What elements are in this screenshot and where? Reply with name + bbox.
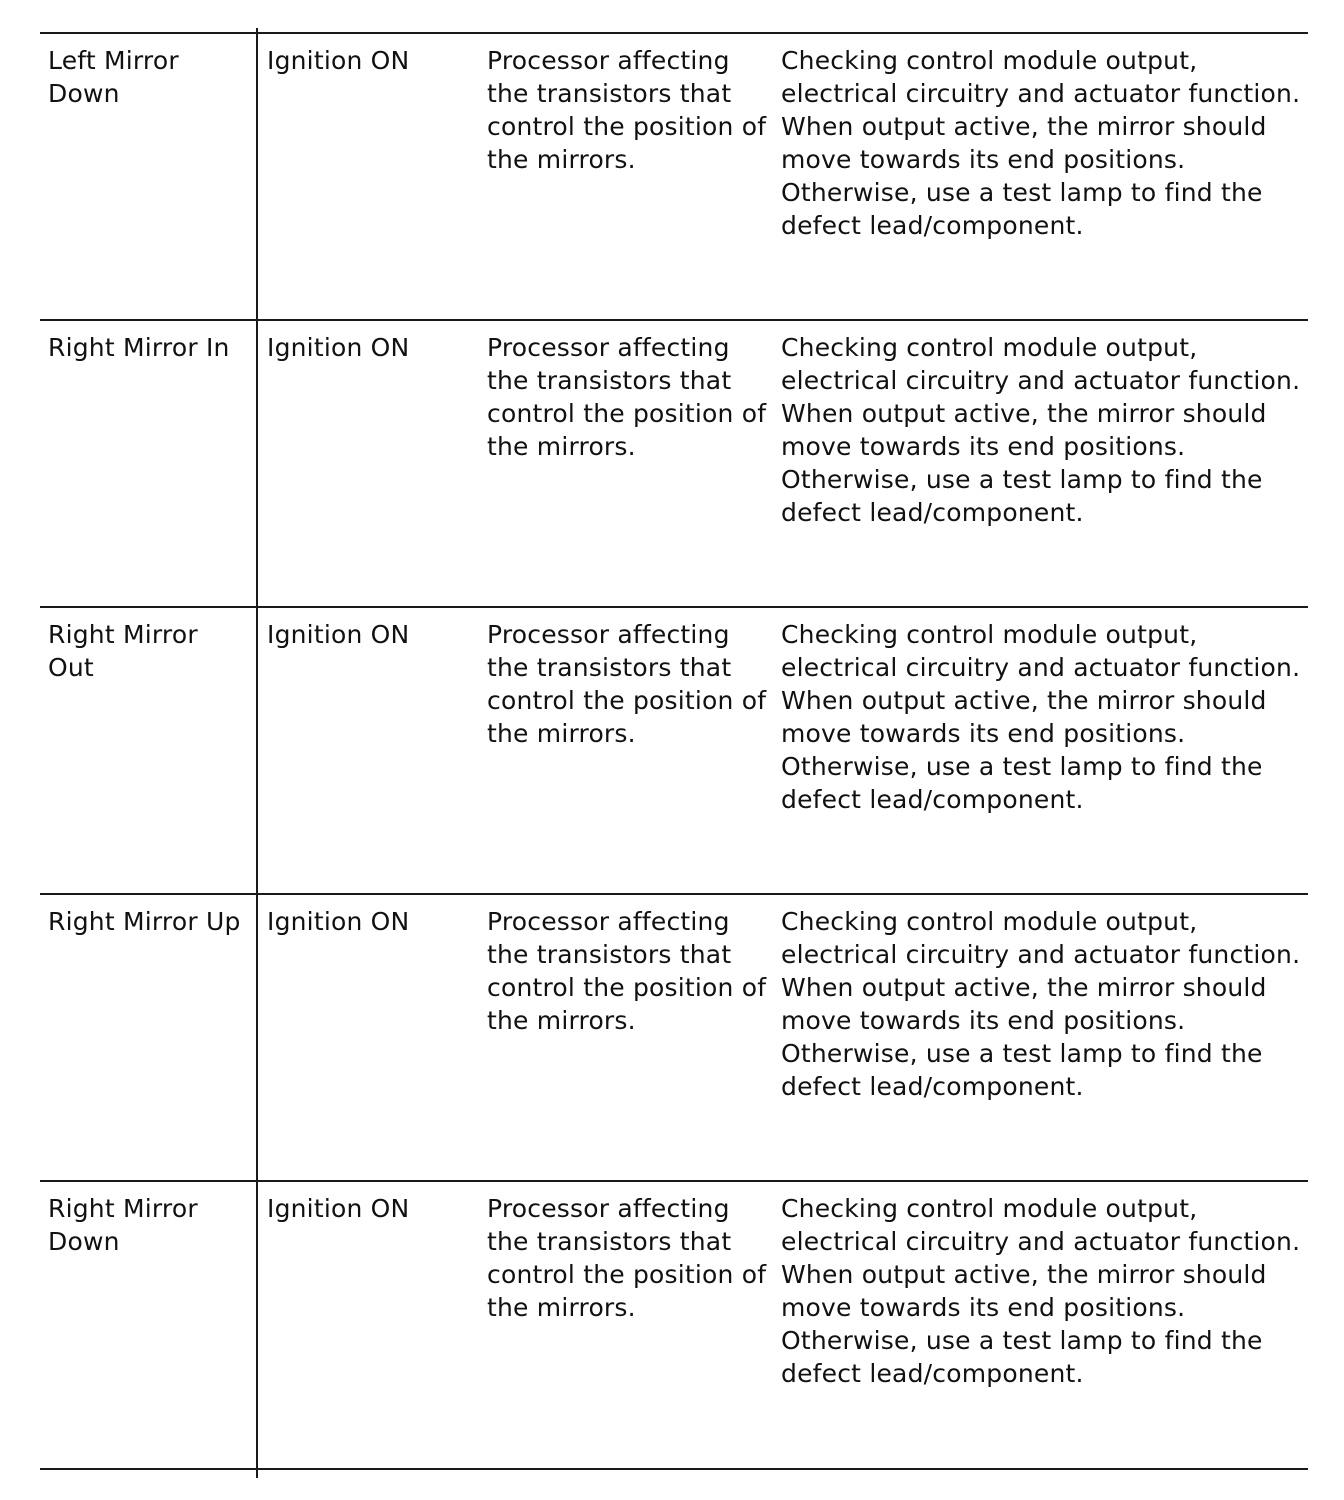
test-condition: Ignition ON bbox=[267, 620, 410, 649]
test-procedure: Checking control module output, electrical circuitry and actuator function. When output active, the mirror should move towards its end positions. Otherwise, use a test lamp to find the defect lead/component. bbox=[781, 333, 1301, 527]
output-test-table bbox=[40, 32, 1308, 1470]
description: Processor affecting the transistors that control the position of the mirrors. bbox=[487, 1194, 767, 1322]
test-procedure: Checking control module output, electrical circuitry and actuator function. When output active, the mirror should move towards its end positions. Otherwise, use a test lamp to find the defect lead/component. bbox=[781, 620, 1301, 814]
component-name: Right Mirror Up bbox=[48, 907, 241, 936]
description: Processor affecting the transistors that control the position of the mirrors. bbox=[487, 907, 767, 1035]
test-condition: Ignition ON bbox=[267, 333, 410, 362]
description: Processor affecting the transistors that control the position of the mirrors. bbox=[487, 620, 767, 748]
test-procedure: Checking control module output, electrical circuitry and actuator function. When output active, the mirror should move towards its end positions. Otherwise, use a test lamp to find the defect lead/component. bbox=[781, 1194, 1301, 1388]
test-condition: Ignition ON bbox=[267, 46, 410, 75]
table-row bbox=[40, 1180, 1308, 1470]
component-name: Right Mirror Down bbox=[48, 1194, 198, 1256]
test-condition: Ignition ON bbox=[267, 907, 410, 936]
description: Processor affecting the transistors that control the position of the mirrors. bbox=[487, 46, 767, 174]
description: Processor affecting the transistors that control the position of the mirrors. bbox=[487, 333, 767, 461]
table-row bbox=[40, 32, 1308, 319]
table-row bbox=[40, 606, 1308, 893]
test-condition: Ignition ON bbox=[267, 1194, 410, 1223]
table-row bbox=[40, 319, 1308, 606]
component-name: Right Mirror In bbox=[48, 333, 230, 362]
test-procedure: Checking control module output, electrical circuitry and actuator function. When output active, the mirror should move towards its end positions. Otherwise, use a test lamp to find the defect lead/component. bbox=[781, 907, 1301, 1101]
test-procedure: Checking control module output, electrical circuitry and actuator function. When output active, the mirror should move towards its end positions. Otherwise, use a test lamp to find the defect lead/component. bbox=[781, 46, 1301, 240]
table-row bbox=[40, 893, 1308, 1180]
component-name: Left Mirror Down bbox=[48, 46, 179, 108]
component-name: Right Mirror Out bbox=[48, 620, 198, 682]
